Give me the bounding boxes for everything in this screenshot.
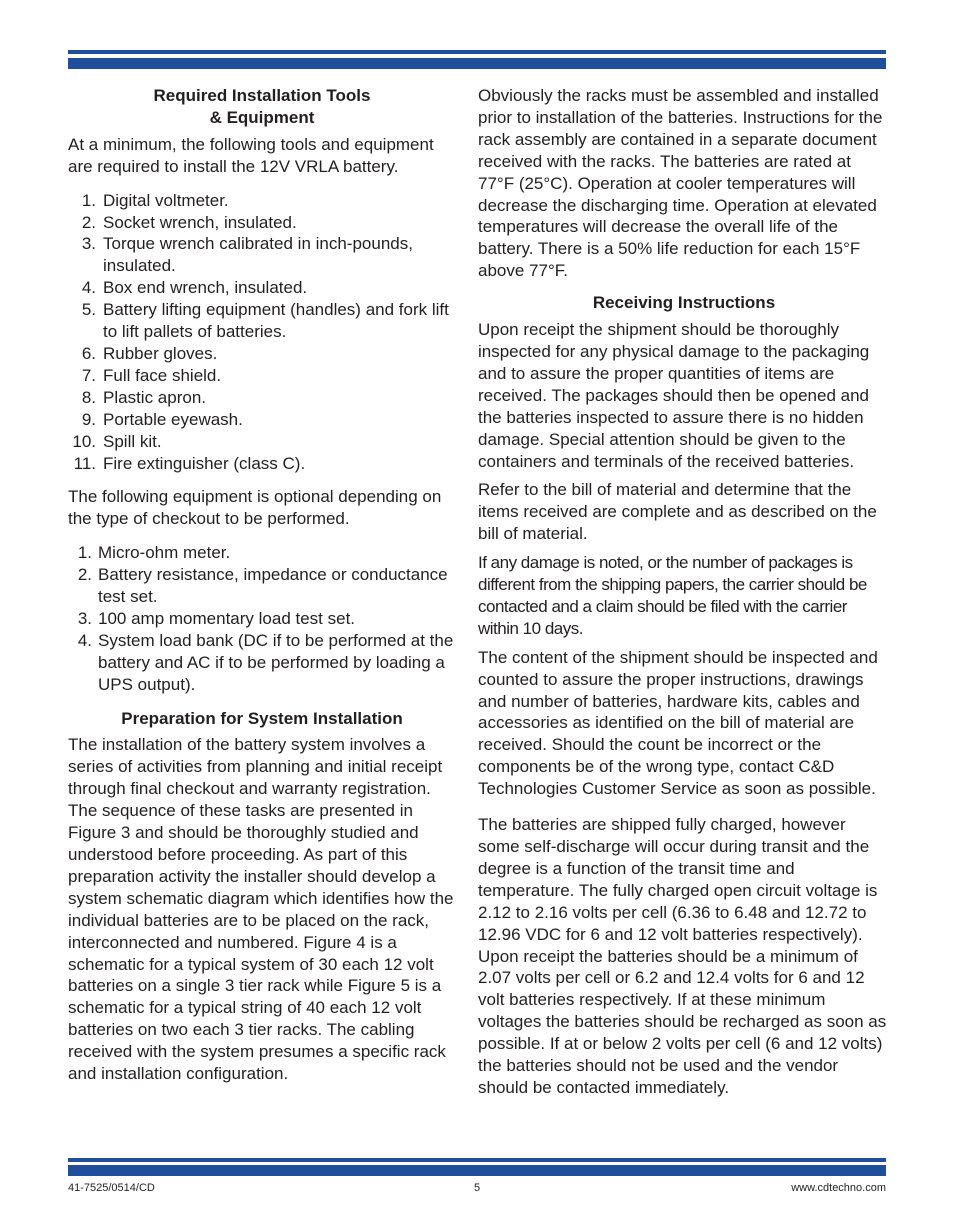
list-item (68, 299, 456, 343)
list-item-number: 1. (81, 190, 96, 210)
heading-required-tools-line2: & Equipment (209, 107, 315, 127)
list-item-text: Micro-ohm meter. (98, 543, 231, 563)
list-item (68, 409, 456, 431)
list-item (68, 564, 456, 608)
list-item-text: System load bank (DC if to be performed at the battery and AC if to be performed by loading a UPS output). (98, 630, 454, 694)
list-item-number: 5. (81, 300, 96, 320)
left-column (68, 85, 456, 1085)
list-item-text: Fire extinguisher (class C). (103, 453, 306, 473)
list-item-text: Digital voltmeter. (103, 190, 229, 210)
damage-text: If any damage is noted, or the number of packages is different from the shipping papers, the carrier should be contacted and a claim should be filed with the carrier within 10 days. (478, 553, 867, 638)
list-item-text: Rubber gloves. (103, 343, 218, 363)
optional-intro: The following equipment is optional depending on the type of checkout to be performed. (68, 487, 442, 529)
list-item-number: 11. (73, 453, 96, 473)
header-rule-thin (68, 50, 886, 54)
list-item (68, 233, 456, 277)
preparation-text: The installation of the battery system involves a series of activities from planning and initial receipt through final checkout and warranty registration. The sequence of these tasks are presented in Figure 3 and should be thoroughly studied and understood before proceeding. As part of this preparation activity the installer should develop a system schematic diagram which identifies how the individual batteries are to be placed on the rack, interconnected and numbered. Figure 4 is a schematic for a typical system of 30 each 12 volt batteries on a single 3 tier rack while Figure 5 is a schematic for a typical string of 40 each 12 volt batteries on two each 3 tier racks. The cabling received with the system presumes a specific rack and installation configuration. (68, 735, 454, 1084)
footer-page-number: 5 (473, 1182, 481, 1194)
list-item (68, 387, 456, 409)
list-item-text: Battery resistance, impedance or conductance test set. (98, 565, 448, 607)
optional-equipment-list (68, 542, 456, 695)
list-item (68, 190, 456, 212)
header-rule-thick (68, 58, 886, 69)
racks-text: Obviously the racks must be assembled and installed prior to installation of the batteries. Instructions for the rack assembly are contained in a separate document received with the racks. The batteries are rated at 77°F (25°C). Operation at cooler temperatures will decrease the discharging time. Operation at elevated temperatures will decrease the overall life of the battery. There is a 50% life reduction for each 15°F above 77°F. (478, 86, 883, 281)
list-item-number: 10. (72, 431, 96, 451)
list-item (68, 343, 456, 365)
footer-doc-code: 41-7525/0514/CD (68, 1182, 155, 1194)
footer-rule-thin (68, 1158, 886, 1162)
list-item-text: Box end wrench, insulated. (103, 278, 308, 298)
list-item-number: 4. (77, 630, 92, 650)
tools-intro: At a minimum, the following tools and equipment are required to install the 12V VRLA battery. (68, 134, 434, 176)
list-item-number: 8. (81, 387, 96, 407)
heading-required-tools (68, 85, 456, 129)
footer-rule-thick (68, 1165, 886, 1176)
list-item (68, 277, 456, 299)
receipt-text: Upon receipt the shipment should be thoroughly inspected for any physical damage to the packaging and to assure the proper quantities of items are received. The packages should then be opened and the batteries inspected to assure there is no hidden damage. Special attention should be given to the containers and terminals of the received batteries. (478, 320, 870, 471)
bill-of-material-text: Refer to the bill of material and determine that the items received are complete and as described on the bill of material. (478, 480, 877, 544)
list-item-text: Plastic apron. (103, 387, 206, 407)
list-item (68, 431, 456, 453)
list-item-number: 6. (81, 343, 96, 363)
list-item-number: 2. (77, 565, 92, 585)
heading-preparation: Preparation for System Installation (121, 708, 403, 728)
list-item (68, 453, 456, 475)
list-item-text: Spill kit. (103, 431, 162, 451)
list-item (68, 608, 456, 630)
list-item-text: Portable eyewash. (103, 409, 243, 429)
list-item-number: 9. (81, 409, 96, 429)
list-item-text: Battery lifting equipment (handles) and fork lift to lift pallets of batteries. (103, 300, 449, 342)
list-item-number: 2. (81, 212, 96, 232)
list-item (68, 212, 456, 234)
list-item-number: 7. (81, 365, 96, 385)
shipment-content-text: The content of the shipment should be inspected and counted to assure the proper instructions, drawings and number of batteries, hardware kits, cables and accessories as identified on the bill of material are received. Should the count be incorrect or the components be of the wrong type, contact C&D Technologies Customer Service as soon as possible. (478, 647, 878, 799)
heading-required-tools-line1: Required Installation Tools (153, 86, 371, 105)
charge-state-text: The batteries are shipped fully charged, however some self-discharge will occur during transit and the degree is a function of the transit time and temperature. The fully charged open circuit voltage is 2.12 to 2.16 volts per cell (6.36 to 6.48 and 12.72 to 12.96 VDC for 6 and 12 volt batteries respectively). Upon receipt the batteries should be a minimum of 2.07 volts per cell or 6.2 and 12.4 volts for 6 and 12 volt batteries respectively. If at these minimum voltages the batteries should be recharged as soon as possible. If at or below 2 volts per cell (6 and 12 volts) the batteries should not be used and the vendor should be contacted immediately. (478, 815, 887, 1097)
footer-website: www.cdtechno.com (791, 1182, 886, 1194)
heading-receiving: Receiving Instructions (592, 293, 776, 313)
list-item-number: 3. (77, 608, 92, 628)
right-column (478, 85, 890, 1099)
list-item-text: 100 amp momentary load test set. (98, 608, 356, 628)
tools-list (68, 190, 456, 475)
list-item (68, 365, 456, 387)
list-item (68, 630, 456, 696)
list-item-text: Socket wrench, insulated. (103, 212, 297, 232)
list-item-number: 1. (77, 543, 92, 563)
list-item-text: Torque wrench calibrated in inch-pounds, insulated. (103, 234, 413, 276)
list-item-number: 3. (81, 234, 96, 254)
list-item-text: Full face shield. (103, 365, 222, 385)
list-item (68, 542, 456, 564)
list-item-number: 4. (81, 278, 96, 298)
